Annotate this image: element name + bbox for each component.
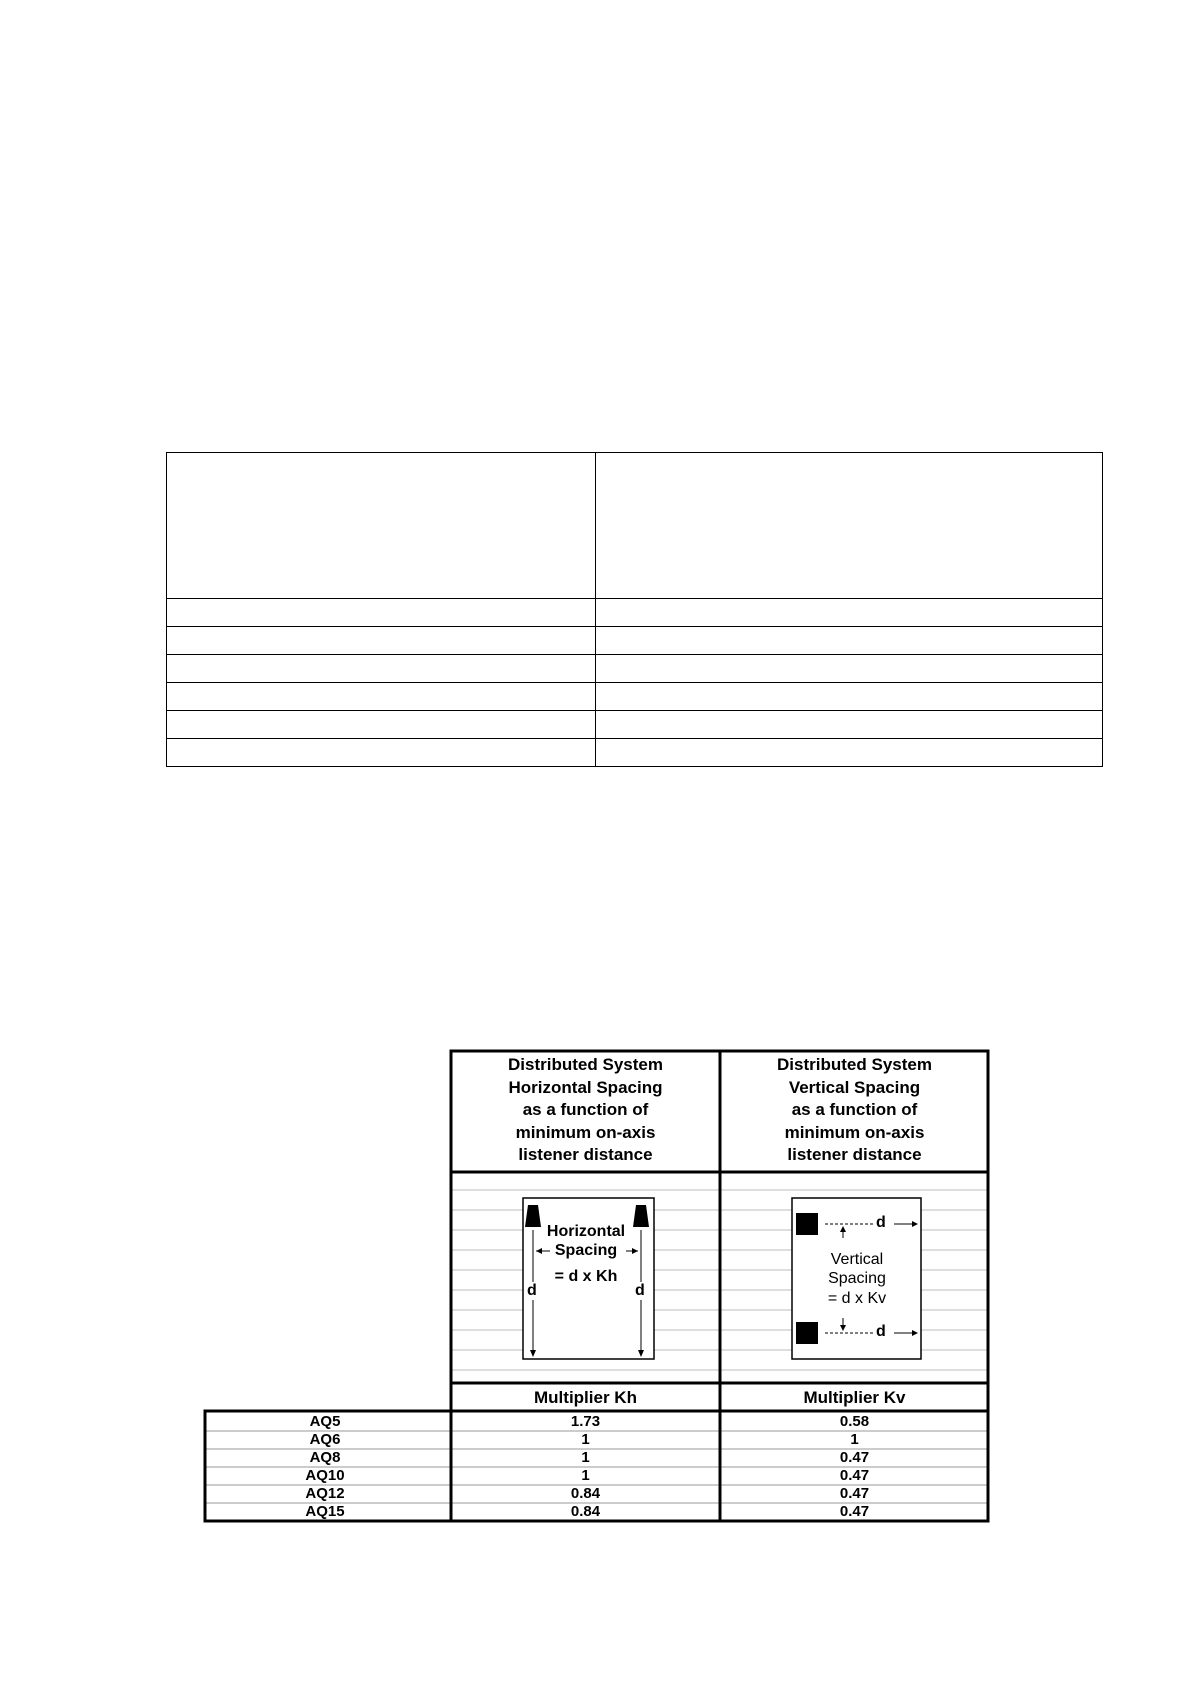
kh-cell: 1 <box>581 1449 590 1466</box>
multiplier-kv-heading: Multiplier Kv <box>803 1388 906 1407</box>
kv-cell: 0.47 <box>839 1485 870 1502</box>
header-line: Vertical Spacing <box>788 1077 921 1097</box>
kh-cell: 0.84 <box>570 1503 601 1520</box>
model-cell: AQ5 <box>309 1413 341 1430</box>
vertical-spacing-label <box>797 1250 917 1288</box>
kv-cell: 0.47 <box>839 1467 870 1484</box>
header-horizontal-spacing <box>453 1054 718 1167</box>
header-line: listener distance <box>518 1145 653 1164</box>
model-cell: AQ10 <box>305 1467 345 1484</box>
header-line: minimum on-axis <box>784 1122 925 1142</box>
d-label: d <box>876 1214 886 1231</box>
horizontal-formula: = d x Kh <box>554 1268 618 1285</box>
kv-cell: 1 <box>850 1431 859 1448</box>
kh-cell: 1 <box>581 1467 590 1484</box>
label-line: Vertical <box>830 1251 884 1268</box>
vertical-formula: = d x Kv <box>827 1290 887 1307</box>
header-line: Distributed System <box>508 1055 663 1074</box>
header-line: minimum on-axis <box>515 1122 656 1142</box>
d-label: d <box>527 1282 537 1299</box>
model-cell: AQ6 <box>309 1431 341 1448</box>
label-line: Spacing <box>828 1270 886 1287</box>
header-line: listener distance <box>787 1145 922 1164</box>
header-line: Distributed System <box>777 1055 932 1074</box>
label-line: Horizontal <box>546 1223 626 1240</box>
label-line: Spacing <box>554 1242 618 1259</box>
kh-cell: 0.84 <box>570 1485 601 1502</box>
header-line: as a function of <box>791 1100 918 1119</box>
model-cell: AQ12 <box>305 1485 345 1502</box>
d-label: d <box>635 1282 645 1299</box>
header-line: Horizontal Spacing <box>508 1077 663 1097</box>
model-cell: AQ8 <box>309 1449 341 1466</box>
kv-cell: 0.58 <box>839 1413 870 1430</box>
header-line: as a function of <box>522 1100 649 1119</box>
multiplier-kh-heading: Multiplier Kh <box>534 1388 637 1407</box>
kh-cell: 1.73 <box>570 1413 601 1430</box>
kv-cell: 0.47 <box>839 1449 870 1466</box>
model-cell: AQ15 <box>305 1503 345 1520</box>
kv-cell: 0.47 <box>839 1503 870 1520</box>
horizontal-spacing-label <box>541 1222 631 1260</box>
header-vertical-spacing <box>722 1054 987 1167</box>
d-label: d <box>876 1323 886 1340</box>
kh-cell: 1 <box>581 1431 590 1448</box>
